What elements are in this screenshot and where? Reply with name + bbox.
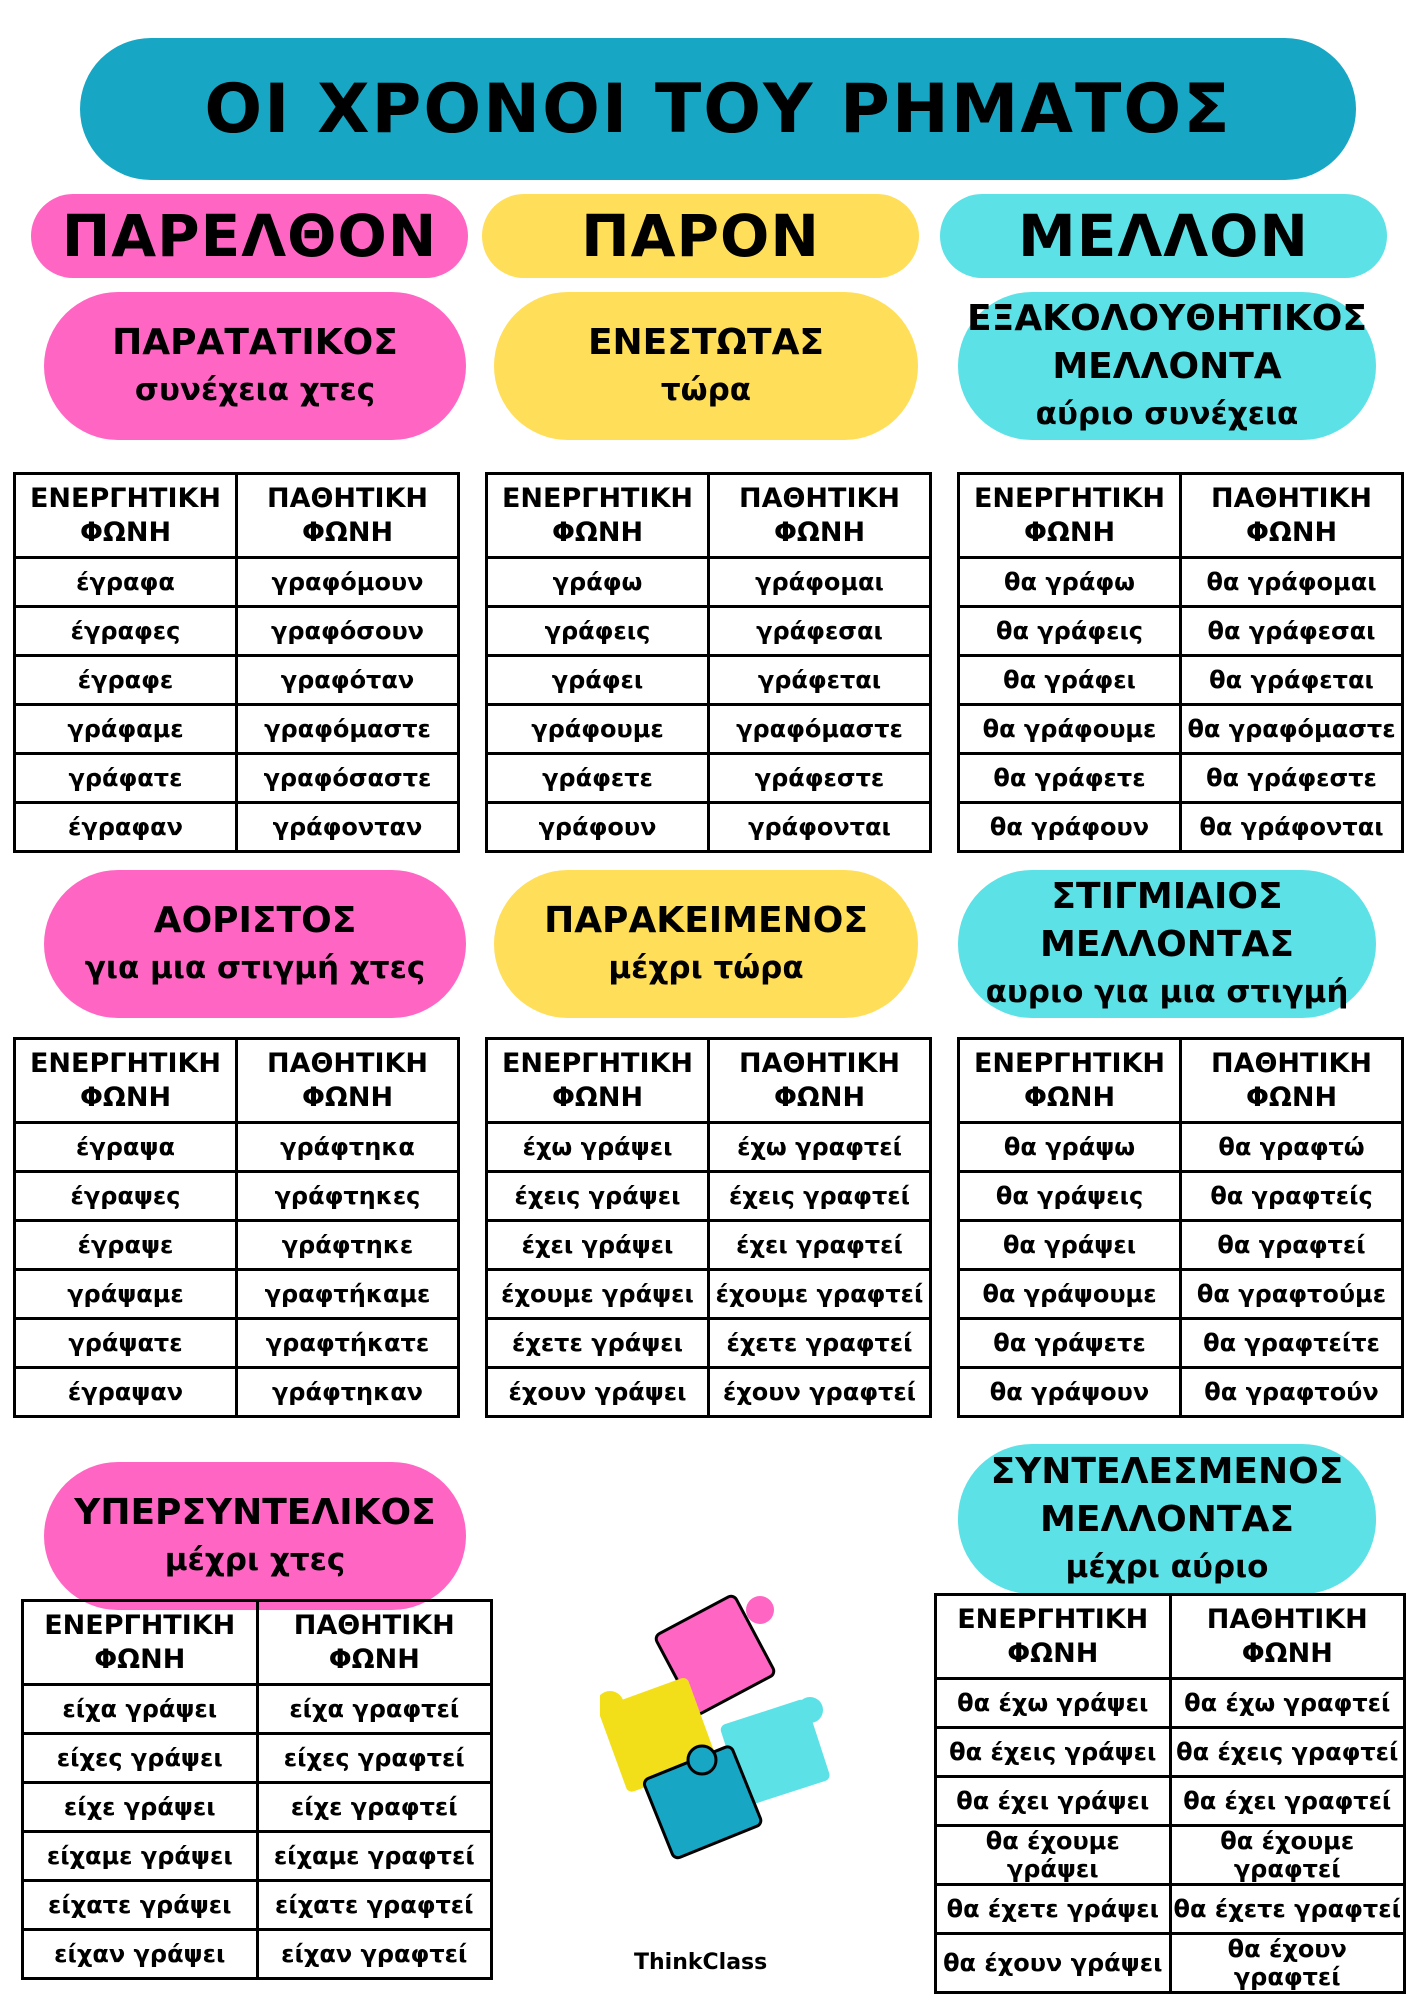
table-row xyxy=(23,1685,492,1734)
active-form: θα γράφεις xyxy=(959,607,1181,656)
active-voice-header-line: ΕΝΕΡΓΗΤΙΚΗ xyxy=(501,482,694,514)
passive-form: είχατε γραφτεί xyxy=(257,1881,492,1930)
table-header-row xyxy=(936,1595,1405,1679)
passive-voice-header xyxy=(237,1039,459,1123)
passive-form: θα γράφεται xyxy=(1181,656,1403,705)
table-row xyxy=(23,1832,492,1881)
passive-voice-header xyxy=(1170,1595,1405,1679)
tense-ypersyntelikos xyxy=(44,1462,466,1610)
tense-name-line-1: ΣΥΝΤΕΛΕΣΜΕΝΟΣ xyxy=(990,1451,1344,1492)
table-header-row xyxy=(15,1039,459,1123)
active-voice-header xyxy=(959,1039,1181,1123)
active-form: θα γράψουμε xyxy=(959,1270,1181,1319)
passive-form: γράφτηκαν xyxy=(237,1368,459,1417)
passive-voice-header-line: ΠΑΘΗΤΙΚΗ xyxy=(266,1047,429,1079)
passive-form: θα γραφτώ xyxy=(1181,1123,1403,1172)
tense-name: ΠΑΡΑΤΑΤΙΚΟΣ xyxy=(112,322,398,363)
table-row xyxy=(15,1221,459,1270)
table-row xyxy=(487,1221,931,1270)
passive-voice-header-line: ΦΩΝΗ xyxy=(301,516,394,548)
active-voice-header-line: ΦΩΝΗ xyxy=(1007,1637,1099,1669)
active-form: θα γράψεις xyxy=(959,1172,1181,1221)
passive-form: γραφόμαστε xyxy=(237,705,459,754)
passive-form: είχες γραφτεί xyxy=(257,1734,492,1783)
table-row xyxy=(936,1728,1405,1777)
brand-name: ThinkClass xyxy=(634,1950,768,1975)
active-form: γράψαμε xyxy=(15,1270,237,1319)
passive-form: γράφομαι xyxy=(709,558,931,607)
active-form: θα γράφουμε xyxy=(959,705,1181,754)
active-form: γράφει xyxy=(487,656,709,705)
table-row xyxy=(936,1934,1405,1993)
table-row xyxy=(959,1221,1403,1270)
passive-form: γράφεσαι xyxy=(709,607,931,656)
table-exakolouthitikos xyxy=(957,472,1404,853)
passive-form: θα γράφεσαι xyxy=(1181,607,1403,656)
active-voice-header xyxy=(936,1595,1171,1679)
active-form: θα γράφετε xyxy=(959,754,1181,803)
tense-name: ΥΠΕΡΣΥΝΤΕΛΙΚΟΣ xyxy=(74,1492,436,1533)
active-voice-header xyxy=(487,1039,709,1123)
active-form: έχετε γράψει xyxy=(487,1319,709,1368)
passive-voice-header-line: ΠΑΘΗΤΙΚΗ xyxy=(266,482,429,514)
title-banner xyxy=(80,38,1356,180)
active-form: έχω γράψει xyxy=(487,1123,709,1172)
tense-description: για μια στιγμή χτες xyxy=(84,950,426,986)
table-header-row xyxy=(487,474,931,558)
tense-description: μέχρι αύριο xyxy=(1065,1549,1269,1585)
active-voice-header xyxy=(23,1601,258,1685)
table-row xyxy=(959,1123,1403,1172)
active-form: θα γράφουν xyxy=(959,803,1181,852)
passive-form: θα γραφτούμε xyxy=(1181,1270,1403,1319)
table-parakeimenos xyxy=(485,1037,932,1418)
active-form: θα γράψουν xyxy=(959,1368,1181,1417)
passive-voice-header-line: ΦΩΝΗ xyxy=(1245,516,1338,548)
active-voice-header-line: ΦΩΝΗ xyxy=(551,1081,644,1113)
passive-voice-header-line: ΠΑΘΗΤΙΚΗ xyxy=(738,1047,901,1079)
tense-description: αυριο για μια στιγμή xyxy=(985,974,1349,1010)
table-row xyxy=(936,1826,1405,1885)
tense-description: μέχρι τώρα xyxy=(608,950,804,986)
tense-name: ΑΟΡΙΣΤΟΣ xyxy=(153,900,357,941)
passive-form: θα γράφεστε xyxy=(1181,754,1403,803)
table-row xyxy=(959,1368,1403,1417)
active-form: έγραφε xyxy=(15,656,237,705)
table-row xyxy=(23,1930,492,1979)
tense-aoristos xyxy=(44,870,466,1018)
passive-form: είχε γραφτεί xyxy=(257,1783,492,1832)
table-row xyxy=(487,754,931,803)
table-aoristos xyxy=(13,1037,460,1418)
passive-form: γράφεστε xyxy=(709,754,931,803)
table-row xyxy=(487,1172,931,1221)
tense-exakolouthitikos xyxy=(958,292,1376,440)
passive-form: θα γράφονται xyxy=(1181,803,1403,852)
header-past xyxy=(31,194,468,278)
table-header-row xyxy=(487,1039,931,1123)
active-form: θα γράφει xyxy=(959,656,1181,705)
passive-voice-header xyxy=(257,1601,492,1685)
active-form: γράφαμε xyxy=(15,705,237,754)
passive-form: είχαμε γραφτεί xyxy=(257,1832,492,1881)
passive-form: γραφόσουν xyxy=(237,607,459,656)
tense-description: τώρα xyxy=(660,372,752,408)
table-row xyxy=(15,803,459,852)
active-form: θα έχετε γράψει xyxy=(936,1885,1171,1934)
header-future xyxy=(940,194,1387,278)
active-form: θα έχουν γράψει xyxy=(936,1934,1171,1993)
passive-voice-header-line: ΦΩΝΗ xyxy=(1245,1081,1338,1113)
passive-voice-header-line: ΠΑΘΗΤΙΚΗ xyxy=(293,1609,455,1641)
passive-voice-header xyxy=(1181,1039,1403,1123)
passive-form: γράφτηκες xyxy=(237,1172,459,1221)
active-form: έγραφες xyxy=(15,607,237,656)
passive-form: γράφεται xyxy=(709,656,931,705)
active-voice-header xyxy=(15,474,237,558)
table-row xyxy=(487,803,931,852)
active-voice-header xyxy=(487,474,709,558)
passive-form: θα γράφομαι xyxy=(1181,558,1403,607)
active-voice-header-line: ΕΝΕΡΓΗΤΙΚΗ xyxy=(973,482,1166,514)
table-row xyxy=(487,1123,931,1172)
active-form: έγραφα xyxy=(15,558,237,607)
header-past-label: ΠΑΡΕΛΘΟΝ xyxy=(61,202,438,270)
active-voice-header-line: ΦΩΝΗ xyxy=(551,516,644,548)
passive-voice-header xyxy=(709,474,931,558)
active-form: έγραψα xyxy=(15,1123,237,1172)
passive-form: θα έχουν γραφτεί xyxy=(1170,1934,1405,1993)
passive-form: είχα γραφτεί xyxy=(257,1685,492,1734)
passive-form: θα έχουμε γραφτεί xyxy=(1170,1826,1405,1885)
active-form: έγραψε xyxy=(15,1221,237,1270)
table-row xyxy=(15,1172,459,1221)
active-form: γράφατε xyxy=(15,754,237,803)
active-form: γράψατε xyxy=(15,1319,237,1368)
active-voice-header-line: ΦΩΝΗ xyxy=(94,1643,186,1675)
active-form: γράφουμε xyxy=(487,705,709,754)
active-form: είχε γράψει xyxy=(23,1783,258,1832)
table-row xyxy=(487,656,931,705)
passive-voice-header xyxy=(709,1039,931,1123)
tense-description: αύριο συνέχεια xyxy=(1035,396,1299,432)
tense-description: μέχρι χτες xyxy=(164,1542,346,1578)
active-form: θα γράψω xyxy=(959,1123,1181,1172)
passive-form: θα γραφτούν xyxy=(1181,1368,1403,1417)
tense-name-line-2: ΜΕΛΛΟΝΤΑ xyxy=(1052,346,1282,387)
table-row xyxy=(959,607,1403,656)
active-voice-header-line: ΦΩΝΗ xyxy=(1023,516,1116,548)
passive-form: γραφόταν xyxy=(237,656,459,705)
active-form: θα έχω γράψει xyxy=(936,1679,1171,1728)
active-form: γράφουν xyxy=(487,803,709,852)
passive-voice-header xyxy=(237,474,459,558)
table-row xyxy=(15,1319,459,1368)
tense-parakeimenos xyxy=(494,870,918,1018)
tense-stigmiaios xyxy=(958,870,1376,1018)
table-row xyxy=(487,1368,931,1417)
table-syntelesmenos xyxy=(934,1593,1406,1994)
table-row xyxy=(15,1123,459,1172)
active-voice-header-line: ΕΝΕΡΓΗΤΙΚΗ xyxy=(957,1603,1149,1635)
header-future-label: ΜΕΛΛΟΝ xyxy=(1018,202,1309,270)
active-form: είχες γράψει xyxy=(23,1734,258,1783)
table-row xyxy=(487,1319,931,1368)
active-voice-header-line: ΕΝΕΡΓΗΤΙΚΗ xyxy=(29,1047,222,1079)
active-voice-header-line: ΕΝΕΡΓΗΤΙΚΗ xyxy=(29,482,222,514)
tense-enestotas xyxy=(494,292,918,440)
active-form: θα έχει γράψει xyxy=(936,1777,1171,1826)
table-header-row xyxy=(23,1601,492,1685)
table-row xyxy=(959,1319,1403,1368)
table-row xyxy=(487,705,931,754)
active-form: έχει γράψει xyxy=(487,1221,709,1270)
tense-name-line-2: ΜΕΛΛΟΝΤΑΣ xyxy=(1040,1499,1294,1540)
table-row xyxy=(959,803,1403,852)
passive-form: γράφτηκα xyxy=(237,1123,459,1172)
table-row xyxy=(23,1881,492,1930)
passive-voice-header-line: ΦΩΝΗ xyxy=(773,516,866,548)
tense-name: ΕΝΕΣΤΩΤΑΣ xyxy=(587,322,825,363)
puzzle-icon xyxy=(600,1590,830,1860)
table-header-row xyxy=(959,1039,1403,1123)
active-form: είχαν γράψει xyxy=(23,1930,258,1979)
active-voice-header xyxy=(959,474,1181,558)
passive-form: γράφτηκε xyxy=(237,1221,459,1270)
passive-form: θα έχετε γραφτεί xyxy=(1170,1885,1405,1934)
active-form: έχεις γράψει xyxy=(487,1172,709,1221)
table-row xyxy=(15,1270,459,1319)
passive-form: θα γραφτείς xyxy=(1181,1172,1403,1221)
active-form: έγραψες xyxy=(15,1172,237,1221)
table-row xyxy=(487,1270,931,1319)
table-row xyxy=(15,754,459,803)
active-form: έγραψαν xyxy=(15,1368,237,1417)
passive-form: θα έχω γραφτεί xyxy=(1170,1679,1405,1728)
page-title: ΟΙ ΧΡΟΝΟΙ ΤΟΥ ΡΗΜΑΤΟΣ xyxy=(204,69,1232,149)
table-row xyxy=(959,705,1403,754)
tense-name: ΠΑΡΑΚΕΙΜΕΝΟΣ xyxy=(544,900,868,941)
active-voice-header-line: ΕΝΕΡΓΗΤΙΚΗ xyxy=(501,1047,694,1079)
table-stigmiaios xyxy=(957,1037,1404,1418)
tense-paratatikos xyxy=(44,292,466,440)
passive-voice-header-line: ΠΑΘΗΤΙΚΗ xyxy=(1206,1603,1368,1635)
table-row xyxy=(959,1270,1403,1319)
passive-form: έχετε γραφτεί xyxy=(709,1319,931,1368)
active-form: έχουν γράψει xyxy=(487,1368,709,1417)
active-voice-header-line: ΕΝΕΡΓΗΤΙΚΗ xyxy=(973,1047,1166,1079)
passive-form: θα γραφτείτε xyxy=(1181,1319,1403,1368)
passive-voice-header-line: ΦΩΝΗ xyxy=(1241,1637,1333,1669)
header-present-label: ΠΑΡΟΝ xyxy=(581,202,820,270)
active-form: γράφω xyxy=(487,558,709,607)
passive-form: γραφτήκατε xyxy=(237,1319,459,1368)
table-row xyxy=(936,1885,1405,1934)
passive-form: θα έχεις γραφτεί xyxy=(1170,1728,1405,1777)
table-paratatikos xyxy=(13,472,460,853)
passive-form: είχαν γραφτεί xyxy=(257,1930,492,1979)
passive-form: θα γραφόμαστε xyxy=(1181,705,1403,754)
passive-form: θα έχει γραφτεί xyxy=(1170,1777,1405,1826)
passive-voice-header xyxy=(1181,474,1403,558)
active-form: γράφετε xyxy=(487,754,709,803)
passive-form: έχουν γραφτεί xyxy=(709,1368,931,1417)
table-row xyxy=(15,1368,459,1417)
header-present xyxy=(482,194,919,278)
passive-form: γραφόμαστε xyxy=(709,705,931,754)
passive-voice-header-line: ΠΑΘΗΤΙΚΗ xyxy=(1210,482,1373,514)
table-row xyxy=(936,1679,1405,1728)
passive-form: γραφτήκαμε xyxy=(237,1270,459,1319)
table-row xyxy=(487,558,931,607)
tense-name-line-2: ΜΕΛΛΟΝΤΑΣ xyxy=(1040,924,1294,965)
passive-form: έχει γραφτεί xyxy=(709,1221,931,1270)
active-form: είχατε γράψει xyxy=(23,1881,258,1930)
active-form: γράφεις xyxy=(487,607,709,656)
table-row xyxy=(15,558,459,607)
table-row xyxy=(936,1777,1405,1826)
passive-voice-header-line: ΦΩΝΗ xyxy=(328,1643,420,1675)
active-form: θα γράψει xyxy=(959,1221,1181,1270)
active-voice-header-line: ΕΝΕΡΓΗΤΙΚΗ xyxy=(44,1609,236,1641)
tense-name-line-1: ΕΞΑΚΟΛΟΥΘΗΤΙΚΟΣ xyxy=(966,298,1367,339)
passive-voice-header-line: ΦΩΝΗ xyxy=(773,1081,866,1113)
passive-form: γράφονται xyxy=(709,803,931,852)
table-row xyxy=(23,1783,492,1832)
active-voice-header-line: ΦΩΝΗ xyxy=(79,516,172,548)
active-form: είχαμε γράψει xyxy=(23,1832,258,1881)
table-row xyxy=(959,754,1403,803)
passive-form: έχεις γραφτεί xyxy=(709,1172,931,1221)
passive-voice-header-line: ΠΑΘΗΤΙΚΗ xyxy=(1210,1047,1373,1079)
passive-form: γράφονταν xyxy=(237,803,459,852)
table-row xyxy=(15,705,459,754)
active-form: έγραφαν xyxy=(15,803,237,852)
active-form: θα γράψετε xyxy=(959,1319,1181,1368)
table-row xyxy=(15,656,459,705)
active-form: θα έχεις γράψει xyxy=(936,1728,1171,1777)
passive-form: γραφόσαστε xyxy=(237,754,459,803)
active-voice-header-line: ΦΩΝΗ xyxy=(79,1081,172,1113)
active-form: είχα γράψει xyxy=(23,1685,258,1734)
table-row xyxy=(959,656,1403,705)
active-form: έχουμε γράψει xyxy=(487,1270,709,1319)
table-row xyxy=(487,607,931,656)
tense-syntelesmenos xyxy=(958,1444,1376,1594)
passive-voice-header-line: ΦΩΝΗ xyxy=(301,1081,394,1113)
table-row xyxy=(15,607,459,656)
table-row xyxy=(959,1172,1403,1221)
passive-form: έχω γραφτεί xyxy=(709,1123,931,1172)
table-enestotas xyxy=(485,472,932,853)
active-form: θα έχουμε γράψει xyxy=(936,1826,1171,1885)
tense-name-line-1: ΣΤΙΓΜΙΑΙΟΣ xyxy=(1051,876,1283,917)
active-voice-header-line: ΦΩΝΗ xyxy=(1023,1081,1116,1113)
passive-form: γραφόμουν xyxy=(237,558,459,607)
active-form: θα γράφω xyxy=(959,558,1181,607)
table-row xyxy=(959,558,1403,607)
passive-form: θα γραφτεί xyxy=(1181,1221,1403,1270)
passive-form: έχουμε γραφτεί xyxy=(709,1270,931,1319)
passive-voice-header-line: ΠΑΘΗΤΙΚΗ xyxy=(738,482,901,514)
table-header-row xyxy=(15,474,459,558)
table-header-row xyxy=(959,474,1403,558)
tense-description: συνέχεια χτες xyxy=(134,372,376,408)
active-voice-header xyxy=(15,1039,237,1123)
table-ypersyntelikos xyxy=(21,1599,493,1980)
table-row xyxy=(23,1734,492,1783)
